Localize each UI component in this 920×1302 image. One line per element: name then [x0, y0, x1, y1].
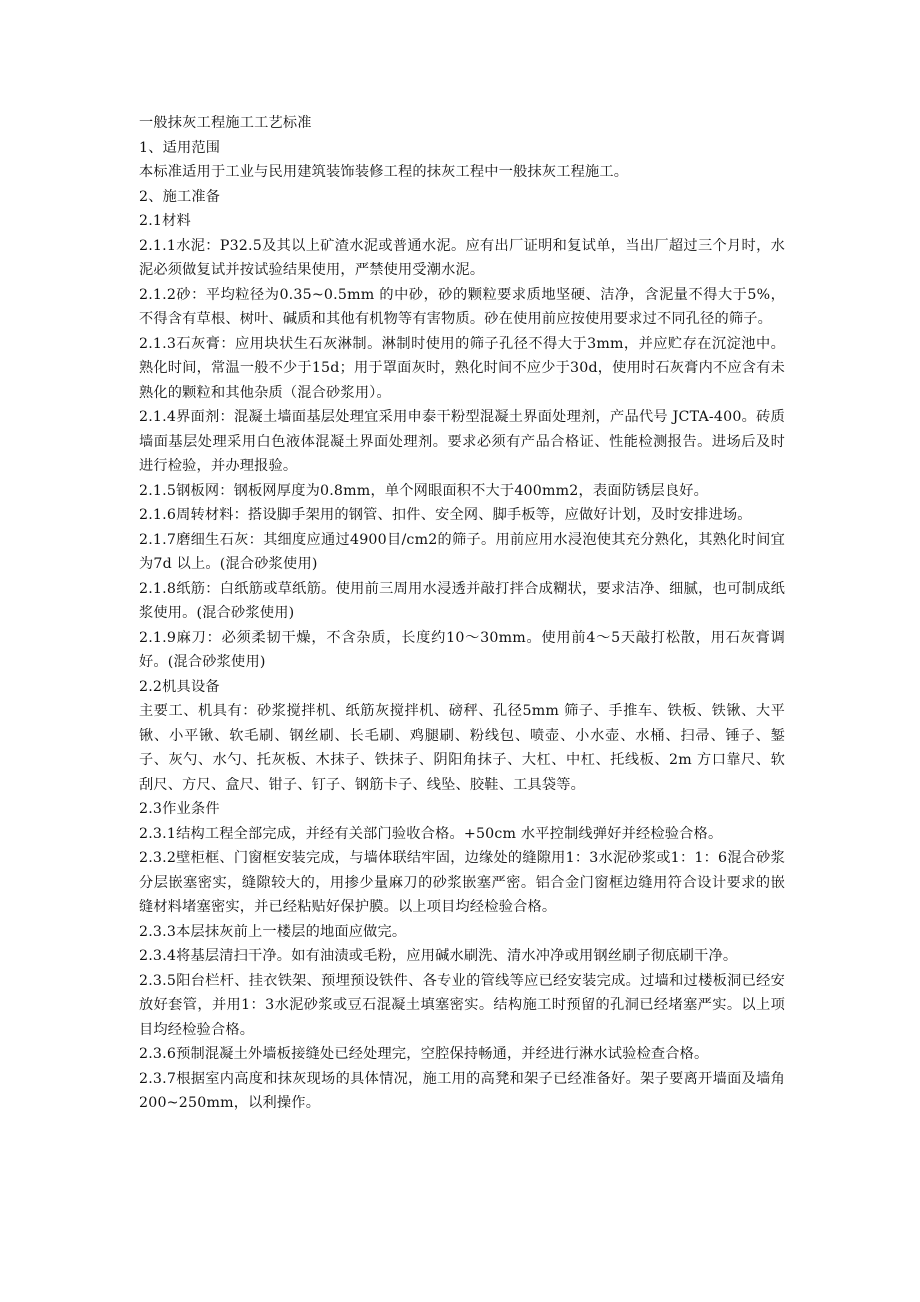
paragraph-quicklime: 2.1.7磨细生石灰：其细度应通过4900目/cm2的筛子。用前应用水浸泡使其充分熟化，其熟化时间宜为7d 以上。(混合砂浆使用) [139, 531, 785, 572]
paragraph-condition-6: 2.3.6预制混凝土外墙板接缝处已经处理完，空腔保持畅通，并经进行淋水试验检查合格。 [139, 1046, 709, 1062]
subheading-work-conditions: 2.3作业条件 [139, 801, 220, 817]
paragraph-condition-1: 2.3.1结构工程全部完成，并经有关部门验收合格。+50cm 水平控制线弹好并经检验合格。 [139, 825, 723, 842]
paragraph-hemp: 2.1.9麻刀：必须柔韧干燥，不含杂质，长度约10～30mm。使用前4～5天敲打松散，用石灰膏调好。(混合砂浆使用) [139, 629, 785, 670]
paragraph-condition-4: 2.3.4将基层清扫干净。如有油渍或毛粉，应用碱水刷洗、清水冲净或用钢丝刷子彻底刷干净。 [139, 948, 738, 964]
paragraph-cement: 2.1.1水泥：P32.5及其以上矿渣水泥或普通水泥。应有出厂证明和复试单，当出厂超过三个月时，水泥必须做复试并按试验结果使用，严禁使用受潮水泥。 [139, 237, 785, 278]
paragraph-sand: 2.1.2砂：平均粒径为0.35~0.5mm 的中砂，砂的颗粒要求质地坚硬、洁净，含泥量不得大于5%，不得含有草根、树叶、碱质和其他有机物等有害物质。砂在使用前应按使用要求过不同孔径的筛子。 [139, 286, 785, 327]
subheading-materials: 2.1材料 [139, 213, 191, 229]
document-title: 一般抹灰工程施工工艺标准 [139, 115, 312, 131]
section-heading-preparation: 2、施工准备 [139, 188, 221, 205]
paragraph-paper-fiber: 2.1.8纸筋：白纸筋或草纸筋。使用前三周用水浸透并敲打拌合成糊状，要求洁净、细腻，也可制成纸浆使用。(混合砂浆使用) [139, 580, 785, 621]
section-heading-scope: 1、适用范围 [139, 139, 221, 156]
paragraph-steel-mesh: 2.1.5钢板网：钢板网厚度为0.8mm，单个网眼面积不大于400mm2，表面防锈层良好。 [139, 482, 709, 499]
paragraph-condition-2: 2.3.2壁柜框、门窗框安装完成，与墙体联结牢固，边缘处的缝隙用1：3水泥砂浆或1：1：6混合砂浆分层嵌塞密实，缝隙较大的，用掺少量麻刀的砂浆嵌塞严密。铝合金门窗框边缝用符合设计要求的嵌缝材料堵塞密实，并已经粘贴好保护膜。以上项目均经检验合格。 [139, 850, 785, 915]
paragraph-interface-agent: 2.1.4界面剂：混凝土墙面基层处理宜采用申泰干粉型混凝土界面处理剂，产品代号 JCTA-400。砖质墙面基层处理采用白色液体混凝土界面处理剂。要求必须有产品合格证、性能检测报告。进场后及时进行检验，并办理报验。 [139, 409, 785, 474]
paragraph-condition-7: 2.3.7根据室内高度和抹灰现场的具体情况，施工用的高凳和架子已经准备好。架子要离开墙面及墙角200~250mm，以利操作。 [139, 1070, 785, 1111]
document-body [139, 111, 785, 1116]
subheading-equipment: 2.2机具设备 [139, 678, 220, 695]
paragraph-scope: 本标准适用于工业与民用建筑装饰装修工程的抹灰工程中一般抹灰工程施工。 [139, 164, 629, 180]
paragraph-lime-paste: 2.1.3石灰膏：应用块状生石灰淋制。淋制时使用的筛子孔径不得大于3mm，并应贮存在沉淀池中。熟化时间，常温一般不少于15d；用于罩面灰时，熟化时间不应少于30d，使用时石灰膏内不应含有未熟化的颗粒和其他杂质（混合砂浆用）。 [139, 335, 785, 401]
paragraph-condition-5: 2.3.5阳台栏杆、挂衣铁架、预埋预设铁件、各专业的管线等应已经安装完成。过墙和过楼板洞已经安放好套管，并用1：3水泥砂浆或豆石混凝土填塞密实。结构施工时预留的孔洞已经堵塞严实。以上项目均经检验合格。 [139, 972, 785, 1038]
paragraph-condition-3: 2.3.3本层抹灰前上一楼层的地面应做完。 [139, 923, 407, 940]
paragraph-turnover-materials: 2.1.6周转材料：搭设脚手架用的钢管、扣件、安全网、脚手板等，应做好计划，及时安排进场。 [139, 507, 752, 523]
paragraph-tools: 主要工、机具有：砂浆搅拌机、纸筋灰搅拌机、磅秤、孔径5mm 筛子、手推车、铁板、铁锹、大平锹、小平锹、软毛刷、钢丝刷、长毛刷、鸡腿刷、粉线包、喷壶、小水壶、水桶、扫帚、锤子、錾子、灰勺、水勺、托灰板、木抹子、铁抹子、阴阳角抹子、大杠、中杠、托线板、2m 方口靠尺、软刮尺、方尺、盒尺、钳子、钉子、钢筋卡子、线坠、胶鞋、工具袋等。 [139, 703, 785, 793]
